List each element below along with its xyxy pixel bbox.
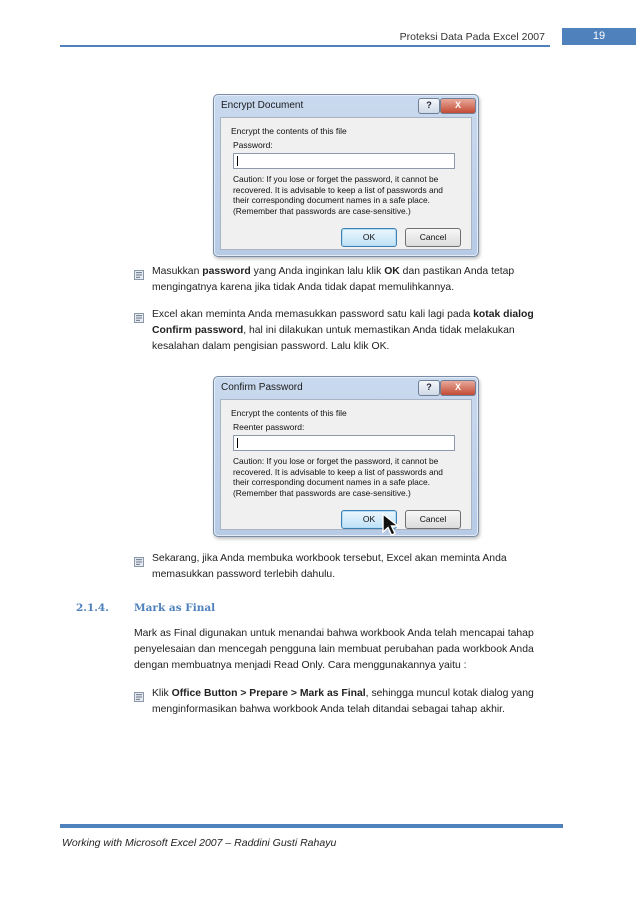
text-caret <box>237 438 238 448</box>
footer-text: Working with Microsoft Excel 2007 – Raddini Gusti Rahayu <box>62 837 337 849</box>
close-button[interactable]: X <box>440 98 476 114</box>
bullet-icon <box>134 557 144 567</box>
header-rule <box>60 45 550 47</box>
bullet-text <box>152 551 547 583</box>
cancel-button[interactable]: Cancel <box>405 510 461 529</box>
ok-button[interactable]: OK <box>341 510 397 529</box>
text-run: Klik <box>152 688 172 699</box>
text-run: dan pastikan Anda tetap mengingatnya karena jika tidak Anda tidak dapat memulihkannya. <box>152 266 515 293</box>
password-label: Password: <box>233 140 273 150</box>
bold-run: kotak dialog Confirm password <box>152 309 534 336</box>
close-button[interactable]: X <box>440 380 476 396</box>
bullet-icon <box>134 313 144 323</box>
header-title: Proteksi Data Pada Excel 2007 <box>399 31 545 43</box>
page-number: 19 <box>562 28 636 45</box>
reenter-password-label: Reenter password: <box>233 422 305 432</box>
group-label: Encrypt the contents of this file <box>231 126 347 136</box>
group-label: Encrypt the contents of this file <box>231 408 347 418</box>
dialog-title: Encrypt Document <box>221 100 304 111</box>
ok-button[interactable]: OK <box>341 228 397 247</box>
caution-text: Caution: If you lose or forget the password, it cannot be recovered. It is advisable to keep a list of passwords and their corresponding document names in a safe place. (Remember that passwords are case-sensitive.) <box>233 174 443 216</box>
text-run: yang Anda inginkan lalu klik <box>250 266 385 277</box>
footer-rule <box>60 824 563 828</box>
section-paragraph: Mark as Final digunakan untuk menandai bahwa workbook Anda telah mencapai tahap penyelesaian dan mencegah pengguna lain membuat perubahan pada workbook Anda dengan membuatnya menjadi Read Only. Cara menggunakannya yaitu : <box>134 628 534 671</box>
dialog-body <box>220 117 472 250</box>
help-button[interactable]: ? <box>418 380 440 396</box>
cancel-button[interactable]: Cancel <box>405 228 461 247</box>
dialog-body <box>220 399 472 530</box>
bullet-text <box>152 686 552 718</box>
text-run: , hal ini dilakukan untuk memastikan Anda tidak melakukan kesalahan dalam pengisian password. Lalu klik OK. <box>152 324 515 352</box>
caution-text: Caution: If you lose or forget the password, it cannot be recovered. It is advisable to keep a list of passwords and their corresponding document names in a safe place. (Remember that passwords are case-sensitive.) <box>233 456 443 498</box>
section-title: Mark as Final <box>134 602 216 614</box>
bold-run: OK <box>384 266 400 277</box>
section-number: 2.1.4. <box>76 602 109 614</box>
bullet-icon <box>134 270 144 280</box>
bullet-icon <box>134 692 144 702</box>
bullet-text <box>152 264 552 296</box>
text-run: , sehingga muncul kotak dialog yang menginformasikan bahwa workbook Anda telah ditandai sebagai tahap akhir. <box>152 688 534 715</box>
mouse-pointer-icon <box>381 512 403 538</box>
password-input[interactable] <box>233 153 455 169</box>
text-run: Excel akan meminta Anda memasukkan password satu kali lagi pada <box>152 309 474 320</box>
bold-run: password <box>202 266 251 277</box>
bold-run: Office Button > Prepare > Mark as Final <box>171 688 366 699</box>
text-caret <box>237 156 238 166</box>
bullet-text <box>152 307 552 354</box>
text-run: Masukkan <box>152 266 203 277</box>
reenter-password-input[interactable] <box>233 435 455 451</box>
confirm-password-dialog <box>213 376 479 537</box>
help-button[interactable]: ? <box>418 98 440 114</box>
encrypt-document-dialog <box>213 94 479 257</box>
dialog-title: Confirm Password <box>221 382 303 393</box>
text-run: Sekarang, jika Anda membuka workbook tersebut, Excel akan meminta Anda memasukkan password terlebih dahulu. <box>152 553 507 580</box>
